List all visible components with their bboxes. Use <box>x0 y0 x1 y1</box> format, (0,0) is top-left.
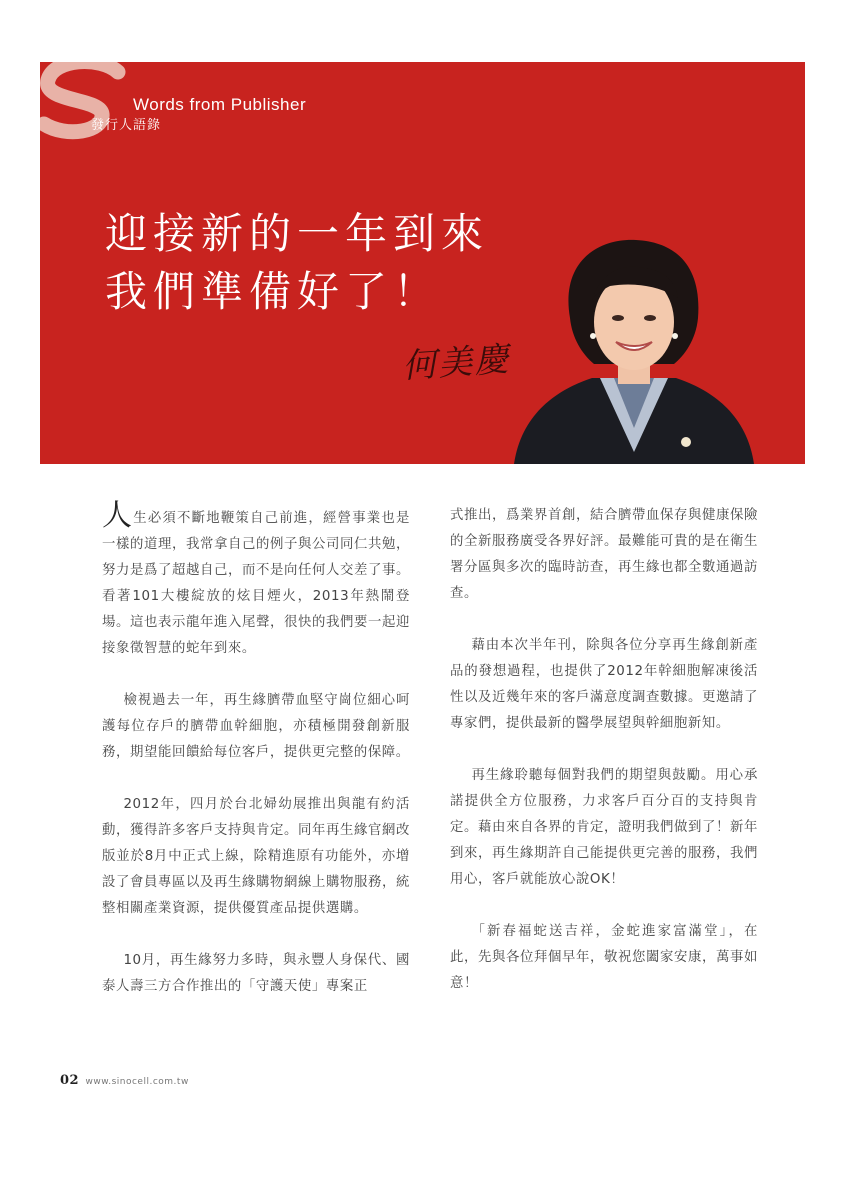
paragraph: 檢視過去一年，再生緣臍帶血堅守崗位細心呵護每位存戶的臍帶血幹細胞，亦積極開發創新服務，期望能回饋給每位客戶，提供更完整的保障。 <box>102 693 410 760</box>
headline-line-2: 我們準備好了！ <box>105 267 442 316</box>
footer-url: www.sinocell.com.tw <box>85 1077 189 1087</box>
paragraph: 再生緣聆聽每個對我們的期望與鼓勵。用心承諾提供全方位服務，力求客戶百分百的支持與肯定。藉由來自各界的肯定，證明我們做到了！新年到來，再生緣期許自己能提供更完善的服務，我們用心，客戶就能放心說OK！ <box>450 768 758 887</box>
paragraph: 2012年，四月於台北婦幼展推出與龍有約活動，獲得許多客戶支持與肯定。同年再生緣官網改版並於8月中正式上線，除精進原有功能外，亦增設了會員專區以及再生緣購物網線上購物服務，統整相關產業資源，提供優質產品提供選購。 <box>102 797 410 916</box>
page-number: 02 <box>60 1073 80 1088</box>
publisher-portrait <box>514 238 754 464</box>
drop-cap: 人 <box>102 498 134 533</box>
publisher-signature: 何美慶 <box>400 339 512 387</box>
page-footer <box>60 1073 189 1088</box>
section-title-zh: 發行人語錄 <box>91 118 162 133</box>
headline-line-1: 迎接新的一年到來 <box>105 209 490 258</box>
header-banner <box>40 62 805 464</box>
article-column-right <box>450 503 758 1023</box>
article-column-left <box>102 498 410 1026</box>
paragraph: 10月，再生緣努力多時，與永豐人身保代、國泰人壽三方合作推出的「守護天使」專案正 <box>102 953 410 994</box>
paragraph <box>102 498 410 662</box>
page-title <box>105 205 489 321</box>
paragraph: 「新春福蛇送吉祥，金蛇進家富滿堂」，在此，先與各位拜個早年，敬祝您闔家安康，萬事如意！ <box>450 924 758 991</box>
paragraph: 藉由本次半年刊，除與各位分享再生緣創新產品的發想過程，也提供了2012年幹細胞解凍後活性以及近幾年來的客戶滿意度調查數據。更邀請了專家們，提供最新的醫學展望與幹細胞新知。 <box>450 638 758 731</box>
paragraph: 式推出，爲業界首創，結合臍帶血保存與健康保險的全新服務廣受各界好評。最難能可貴的是在衛生署分區與多次的臨時訪查，再生緣也都全數通過訪查。 <box>450 508 758 601</box>
paragraph-text: 生必須不斷地鞭策自己前進，經營事業也是一樣的道理，我常拿自己的例子與公司同仁共勉，努力是爲了超越自己，而不是向任何人交差了事。看著101大樓綻放的炫目煙火，2013年熱鬧登場。這也表示龍年進入尾聲，很快的我們要一起迎接象徵智慧的蛇年到來。 <box>102 511 410 656</box>
section-title-en: Words from Publisher <box>133 95 307 114</box>
